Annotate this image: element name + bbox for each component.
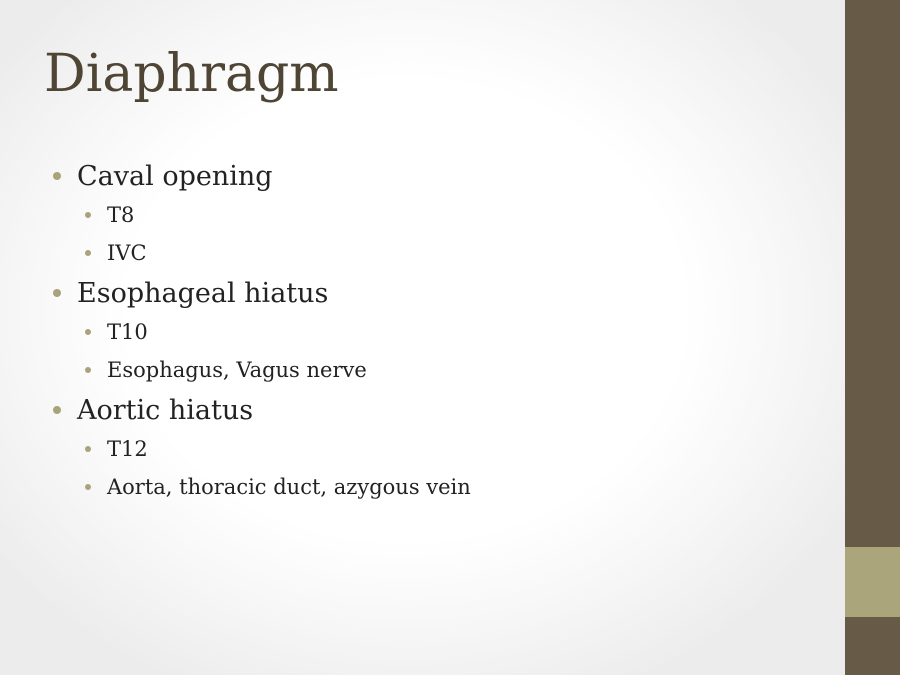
sub-bullet-text: Aorta, thoracic duct, azygous vein [107, 475, 471, 499]
sub-bullet-list [0, 196, 840, 272]
sub-bullet-text: IVC [107, 241, 147, 265]
sub-bullet-item [77, 234, 840, 272]
bullet-dot-icon [53, 406, 61, 414]
bullet-group-esophageal [0, 275, 840, 389]
bullet-item [0, 275, 840, 313]
sub-bullet-item [77, 196, 840, 234]
sub-bullet-item [77, 351, 840, 389]
sub-bullet-dot-icon [85, 484, 91, 490]
sub-bullet-text: T12 [107, 437, 148, 461]
sub-bullet-dot-icon [85, 446, 91, 452]
bullet-text: Esophageal hiatus [77, 278, 329, 309]
bullet-group-aortic [0, 392, 840, 506]
bullet-group-caval [0, 158, 840, 272]
decorative-sidebar-accent [845, 547, 900, 617]
sub-bullet-dot-icon [85, 367, 91, 373]
sub-bullet-item [77, 468, 840, 506]
bullet-item [0, 158, 840, 196]
sub-bullet-list [0, 430, 840, 506]
sub-bullet-dot-icon [85, 212, 91, 218]
slide-title: Diaphragm [44, 44, 339, 104]
bullet-dot-icon [53, 172, 61, 180]
bullet-list [0, 158, 840, 506]
bullet-text: Aortic hiatus [77, 395, 254, 426]
sub-bullet-item [77, 430, 840, 468]
bullet-text: Caval opening [77, 161, 273, 192]
sub-bullet-dot-icon [85, 329, 91, 335]
bullet-dot-icon [53, 289, 61, 297]
sub-bullet-text: T8 [107, 203, 135, 227]
sub-bullet-dot-icon [85, 250, 91, 256]
sub-bullet-text: T10 [107, 320, 148, 344]
sub-bullet-item [77, 313, 840, 351]
sub-bullet-list [0, 313, 840, 389]
sub-bullet-text: Esophagus, Vagus nerve [107, 358, 367, 382]
bullet-item [0, 392, 840, 430]
